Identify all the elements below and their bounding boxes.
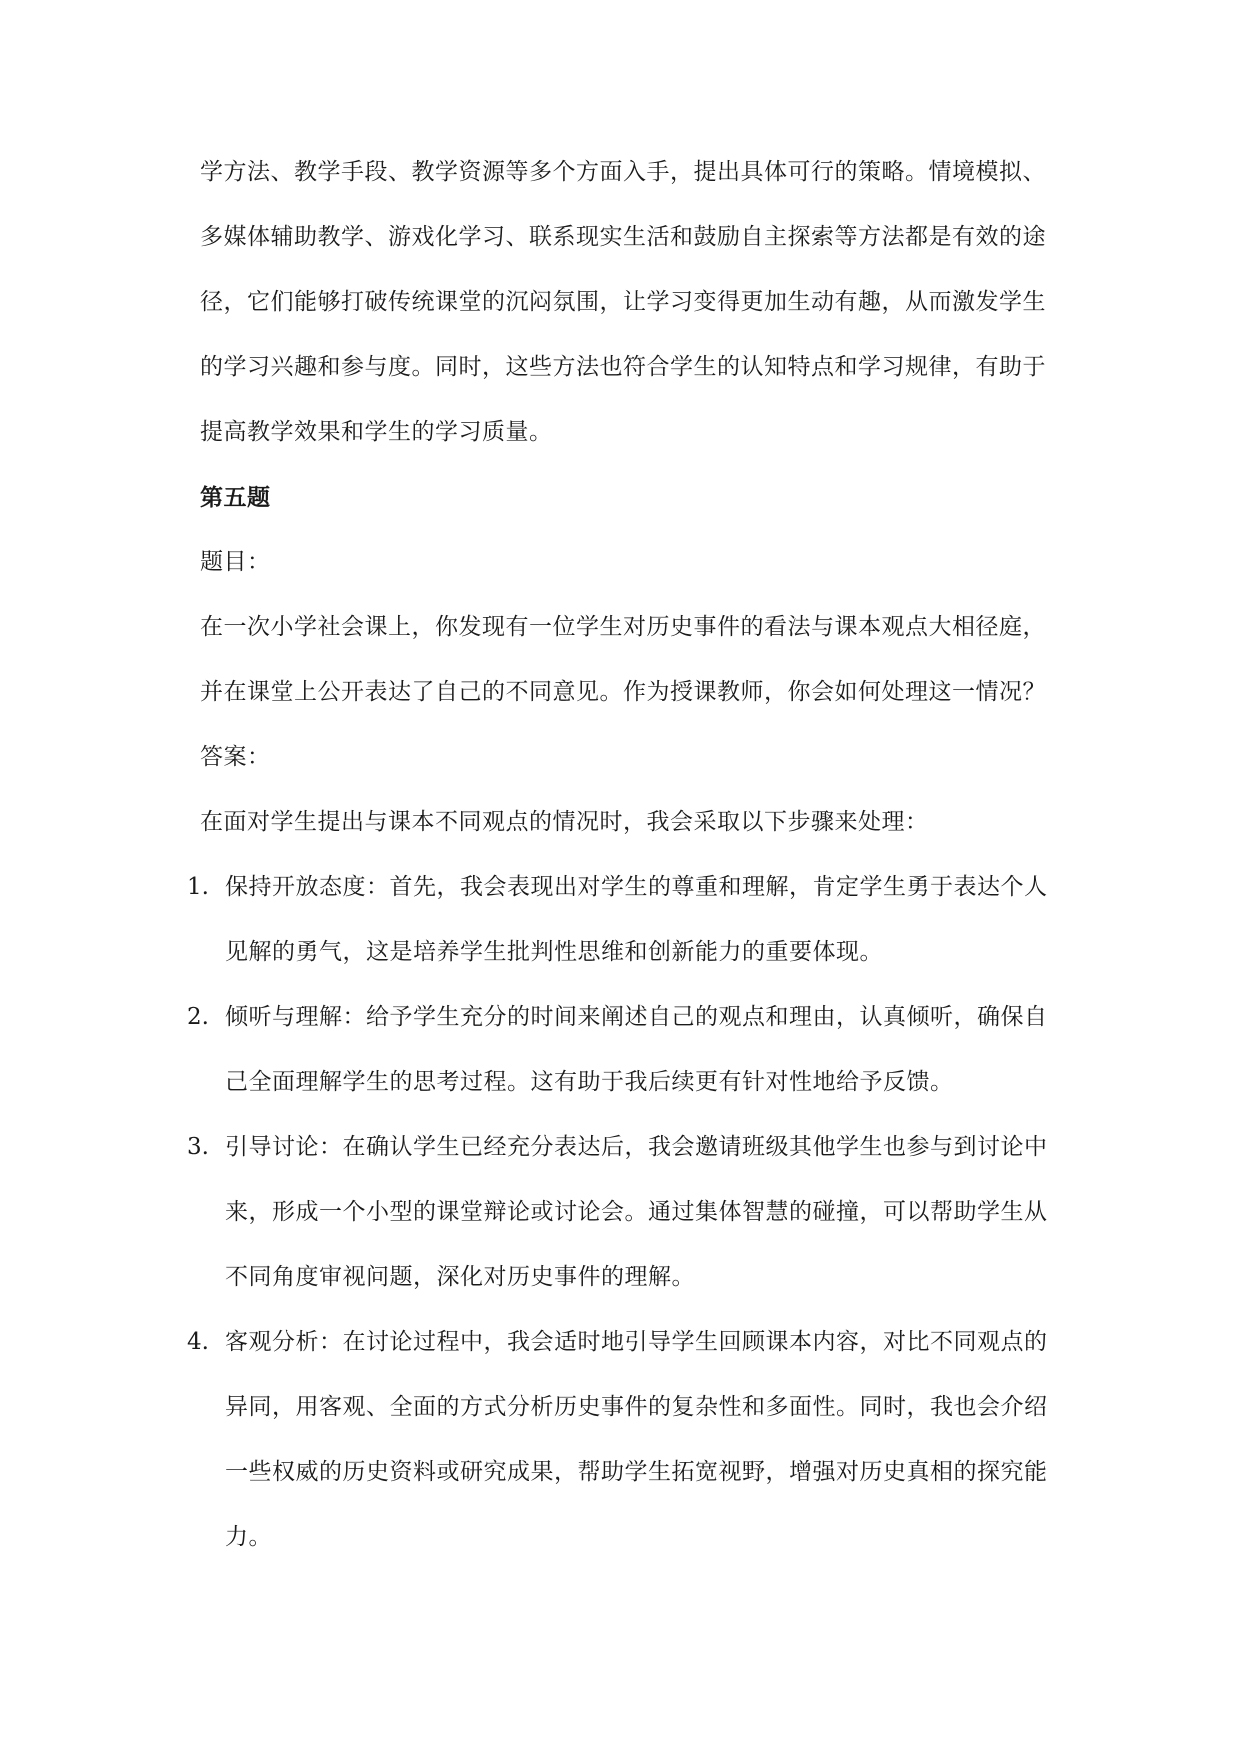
intro-line: 多媒体辅助教学、游戏化学习、联系现实生活和鼓励自主探索等方法都是有效的途 (200, 224, 1046, 250)
list-item-line: 己全面理解学生的思考过程。这有助于我后续更有针对性地给予反馈。 (225, 1069, 954, 1095)
question-paragraph (200, 595, 1100, 725)
intro-line: 径，它们能够打破传统课堂的沉闷氛围，让学习变得更加生动有趣，从而激发学生 (200, 289, 1046, 315)
list-item-number: 3. (187, 1134, 209, 1160)
list-item (187, 985, 1100, 1115)
list-item-line: 保持开放态度：首先，我会表现出对学生的尊重和理解，肯定学生勇于表达个人 (225, 874, 1048, 900)
document-body (187, 140, 1100, 1570)
intro-line: 提高教学效果和学生的学习质量。 (200, 419, 553, 445)
answer-label: 答案： (200, 744, 271, 770)
list-item-line: 不同角度审视问题，深化对历史事件的理解。 (225, 1264, 695, 1290)
list-item-line: 客观分析：在讨论过程中，我会适时地引导学生回顾课本内容，对比不同观点的 (225, 1329, 1048, 1355)
list-item-line: 见解的勇气，这是培养学生批判性思维和创新能力的重要体现。 (225, 939, 883, 965)
list-item-line: 异同，用客观、全面的方式分析历史事件的复杂性和多面性。同时，我也会介绍 (225, 1394, 1048, 1420)
list-item (187, 855, 1100, 985)
list-item-number: 1. (187, 874, 209, 900)
question-line: 并在课堂上公开表达了自己的不同意见。作为授课教师，你会如何处理这一情况？ (200, 679, 1046, 705)
list-item-number: 4. (187, 1329, 209, 1355)
intro-line: 学方法、教学手段、教学资源等多个方面入手，提出具体可行的策略。情境模拟、 (200, 159, 1046, 185)
intro-line: 的学习兴趣和参与度。同时，这些方法也符合学生的认知特点和学习规律，有助于 (200, 354, 1046, 380)
list-item (187, 1115, 1100, 1310)
list-item (187, 1310, 1100, 1570)
question-label: 题目： (200, 549, 271, 575)
steps-list (187, 855, 1100, 1570)
section-title: 第五题 (200, 484, 271, 511)
answer-intro: 在面对学生提出与课本不同观点的情况时，我会采取以下步骤来处理： (200, 809, 929, 835)
question-line: 在一次小学社会课上，你发现有一位学生对历史事件的看法与课本观点大相径庭， (200, 614, 1046, 640)
intro-paragraph (200, 140, 1100, 465)
list-item-number: 2. (187, 1004, 209, 1030)
list-item-line: 倾听与理解：给予学生充分的时间来阐述自己的观点和理由，认真倾听，确保自 (225, 1004, 1048, 1030)
list-item-line: 力。 (225, 1524, 272, 1550)
list-item-line: 一些权威的历史资料或研究成果，帮助学生拓宽视野，增强对历史真相的探究能 (225, 1459, 1048, 1485)
list-item-line: 来，形成一个小型的课堂辩论或讨论会。通过集体智慧的碰撞，可以帮助学生从 (225, 1199, 1048, 1225)
list-item-line: 引导讨论：在确认学生已经充分表达后，我会邀请班级其他学生也参与到讨论中 (225, 1134, 1048, 1160)
